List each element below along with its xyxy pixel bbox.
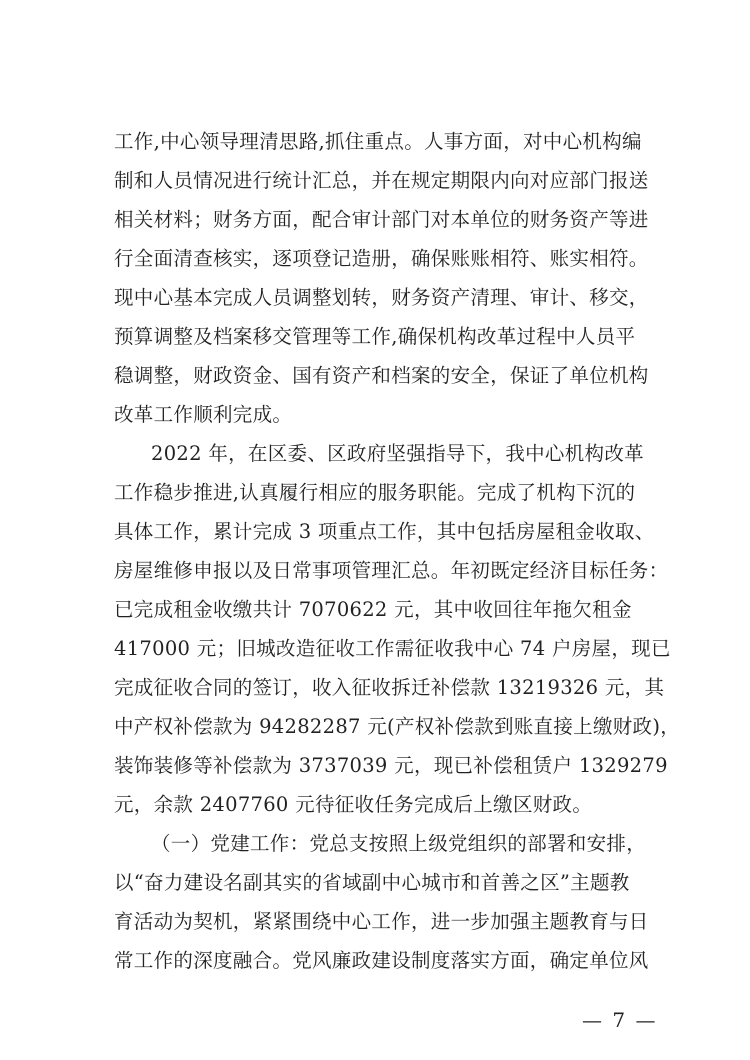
text-line: 育活动为契机，紧紧围绕中心工作，进一步加强主题教育与日 [114, 910, 649, 933]
text-line: 相关材料；财务方面，配合审计部门对本单位的财务资产等进 [114, 208, 649, 231]
text-line: 现中心基本完成人员调整划转，财务资产清理、审计、移交， [114, 286, 649, 309]
text-line: 中产权补偿款为 94282287 元(产权补偿款到账直接上缴财政)， [114, 715, 681, 738]
text-line: 具体工作，累计完成 3 项重点工作，其中包括房屋租金收取、 [114, 520, 655, 543]
page-number: — 7 — [582, 1008, 658, 1032]
text-line: 制和人员情况进行统计汇总，并在规定期限内向对应部门报送 [114, 169, 649, 192]
paragraph-first-line: 2022 年，在区委、区政府坚强指导下，我中心机构改革 [151, 442, 644, 465]
text-line: 以“奋力建设名副其实的省域副中心城市和首善之区”主题教 [114, 871, 630, 894]
text-line: 装饰装修等补偿款为 3737039 元，现已补偿租赁户 1329279 [114, 754, 668, 777]
text-line: 工作稳步推进,认真履行相应的服务职能。完成了机构下沉的 [114, 481, 636, 504]
text-line: 改革工作顺利完成。 [114, 403, 293, 426]
text-line: 预算调整及档案移交管理等工作,确保机构改革过程中人员平 [114, 325, 636, 348]
paragraph-first-line: （一）党建工作：党总支按照上级党组织的部署和安排， [151, 832, 647, 855]
text-line: 房屋维修申报以及日常事项管理汇总。年初既定经济目标任务： [114, 559, 669, 582]
text-line: 完成征收合同的签订，收入征收拆迁补偿款 13219326 元，其 [114, 676, 665, 699]
text-line: 工作,中心领导理清思路,抓住重点。人事方面，对中心机构编 [114, 130, 642, 153]
text-line: 已完成租金收缴共计 7070622 元，其中收回往年拖欠租金 [114, 598, 632, 621]
text-line: 417000 元；旧城改造征收工作需征收我中心 74 户房屋，现已 [114, 637, 671, 660]
text-line: 稳调整，财政资金、国有资产和档案的安全，保证了单位机构 [114, 364, 649, 387]
text-line: 元，余款 2407760 元待征收任务完成后上缴区财政。 [114, 793, 593, 816]
text-line: 行全面清查核实，逐项登记造册，确保账账相符、账实相符。 [114, 247, 649, 270]
text-line: 常工作的深度融合。党风廉政建设制度落实方面，确定单位风 [114, 949, 649, 972]
